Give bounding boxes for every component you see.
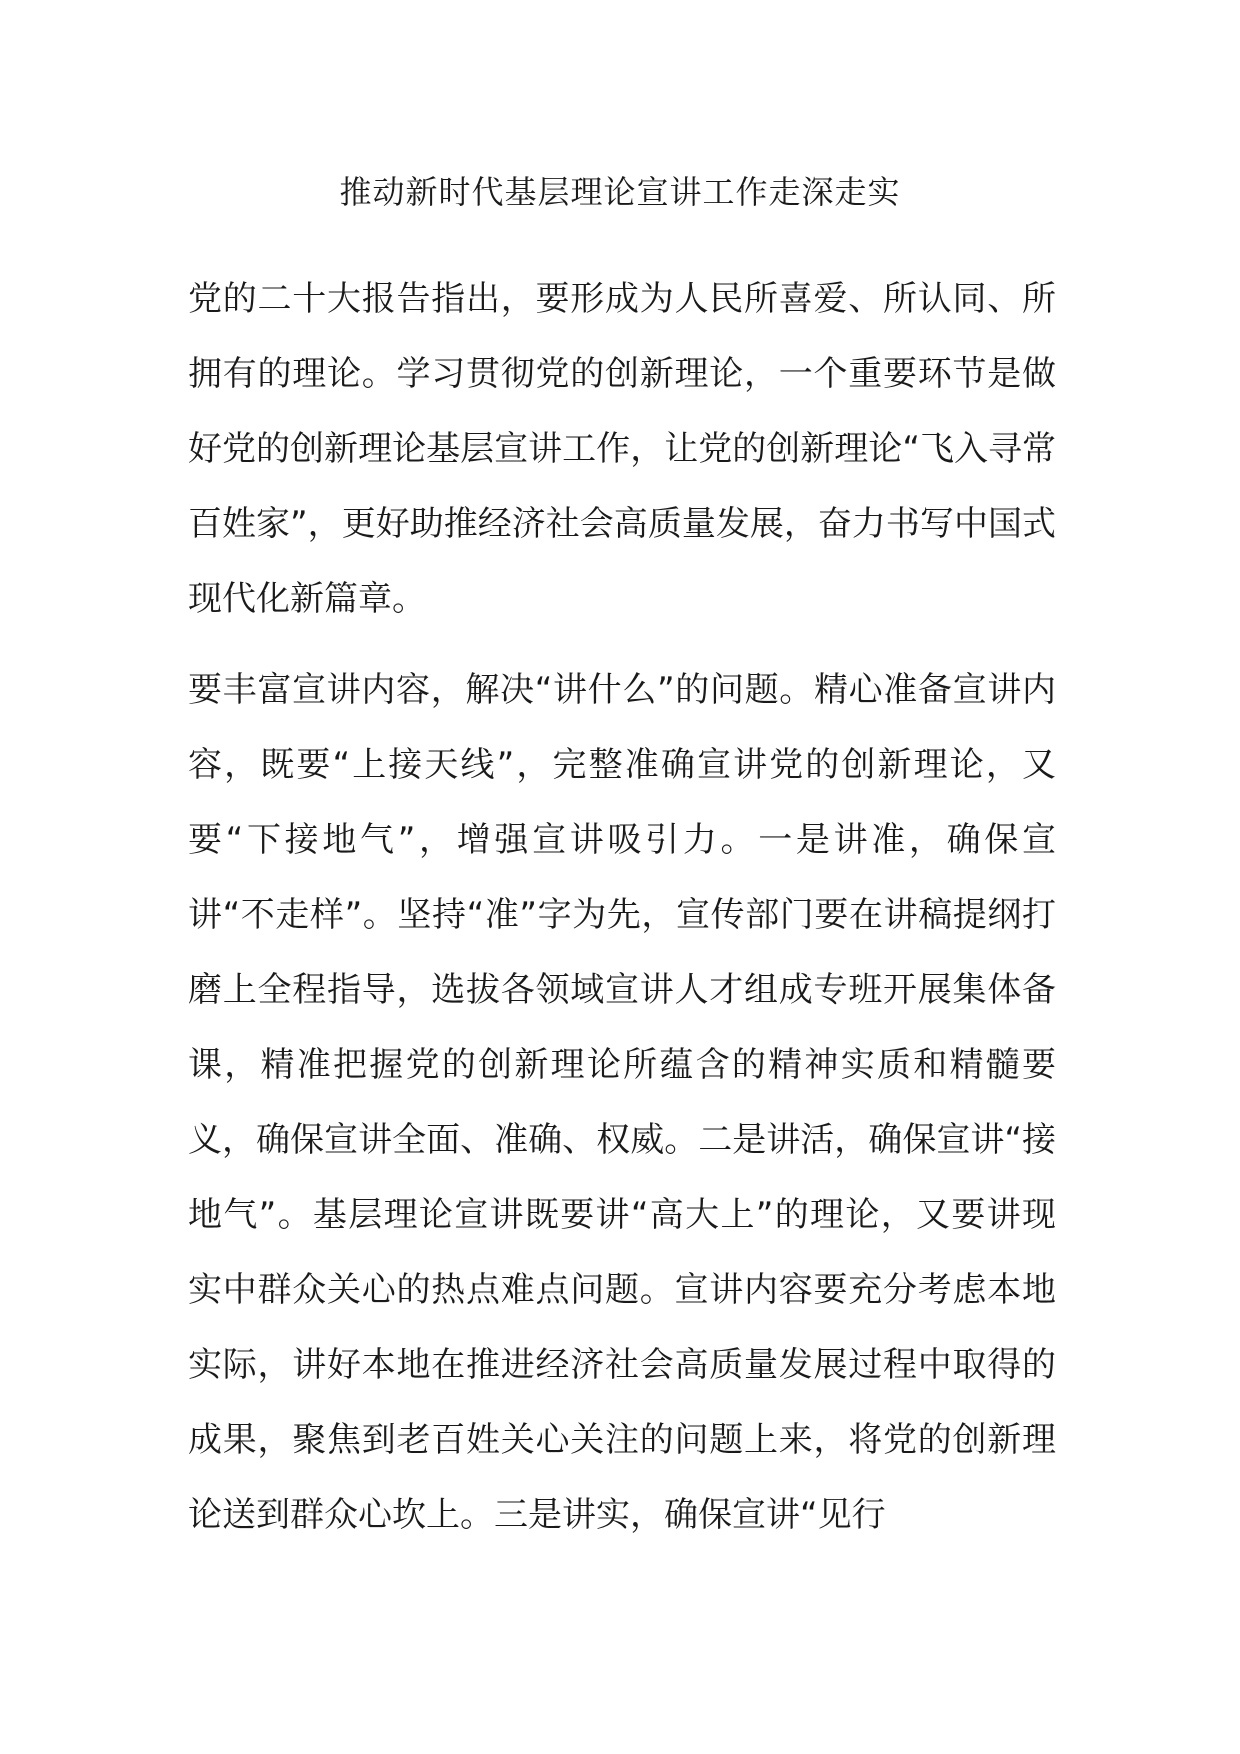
document-title: 推动新时代基层理论宣讲工作走深走实: [339, 173, 901, 211]
paragraph-1: 党的二十大报告指出，要形成为人民所喜爱、所认同、所拥有的理论。学习贯彻党的创新理论，一个重要环节是做好党的创新理论基层宣讲工作，让党的创新理论“飞入寻常百姓家”，更好助推经济社会高质量发展，奋力书写中国式现代化新篇章。: [188, 279, 1056, 619]
paragraph-2: 要丰富宣讲内容，解决“讲什么”的问题。精心准备宣讲内容，既要“上接天线”，完整准确宣讲党的创新理论，又要“下接地气”，增强宣讲吸引力。一是讲准，确保宣讲“不走样”。坚持“准”字为先，宣传部门要在讲稿提纲打磨上全程指导，选拔各领域宣讲人才组成专班开展集体备课，精准把握党的创新理论所蕴含的精神实质和精髓要义，确保宣讲全面、准确、权威。二是讲活，确保宣讲“接地气”。基层理论宣讲既要讲“高大上”的理论，又要讲现实中群众关心的热点难点问题。宣讲内容要充分考虑本地实际，讲好本地在推进经济社会高质量发展过程中取得的成果，聚焦到老百姓关心关注的问题上来，将党的创新理论送到群众心坎上。三是讲实，确保宣讲“见行: [188, 670, 1056, 1535]
document-body: [188, 262, 1056, 1553]
